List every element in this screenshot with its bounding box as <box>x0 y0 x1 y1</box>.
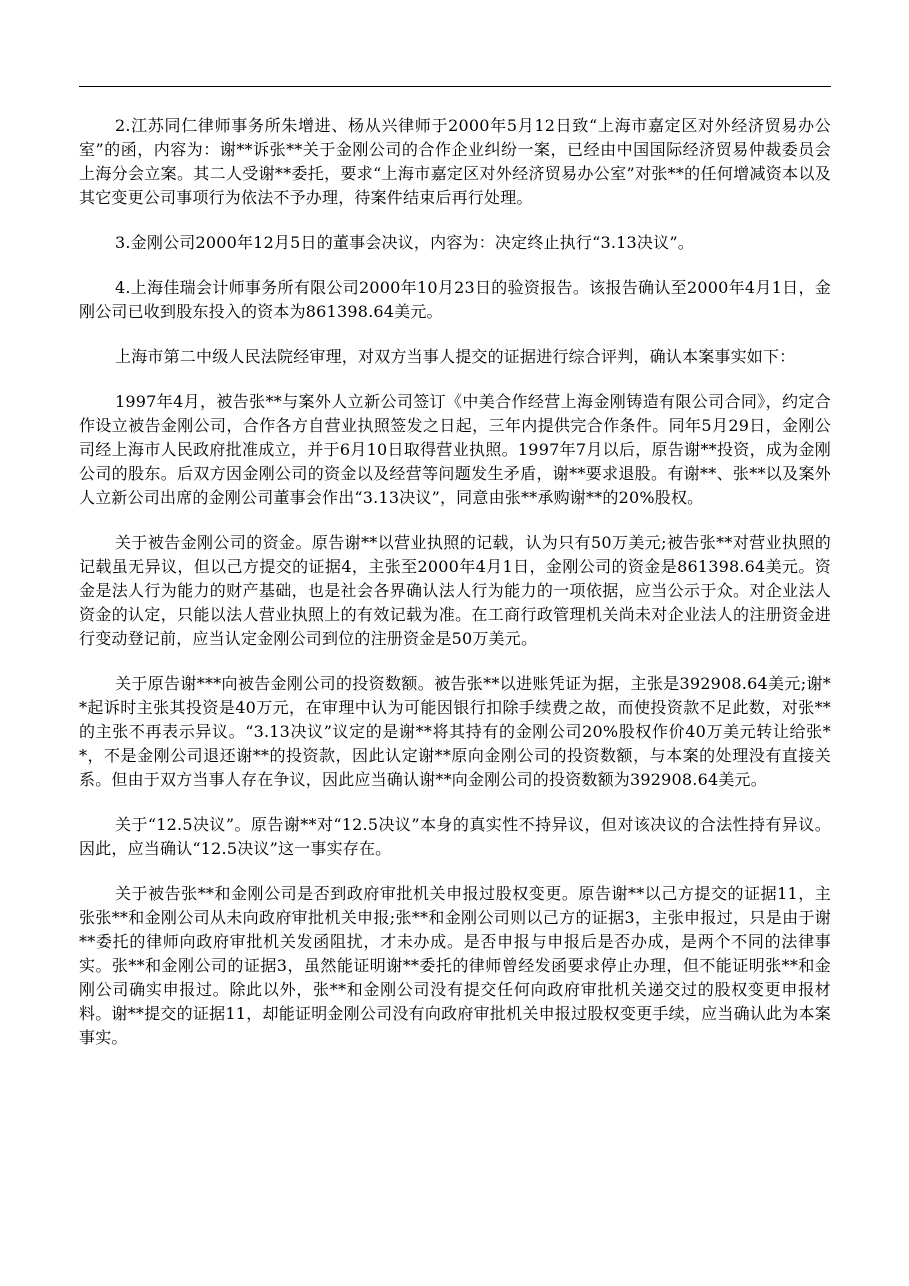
paragraph-company-capital: 关于被告金刚公司的资金。原告谢**以营业执照的记载，认为只有50万美元;被告张**对营业执照的记载虽无异议，但以己方提交的证据4，主张至2000年4月1日，金刚公司的资金是861398.64美元。资金是法人行为能力的财产基础，也是社会各界确认法人行为能力的一项依据，应当公示于众。对企业法人资金的认定，只能以法人营业执照上的有效记载为准。在工商行政管理机关尚未对企业法人的注册资金进行变动登记前，应当认定金刚公司到位的注册资金是50万美元。 <box>79 533 831 648</box>
paragraph-evidence-2: 2.江苏同仁律师事务所朱增进、杨从兴律师于2000年5月12日致“上海市嘉定区对外经济贸易办公室”的函，内容为：谢**诉张**关于金刚公司的合作企业纠纷一案，已经由中国国际经济贸易仲裁委员会上海分会立案。其二人受谢**委托，要求“上海市嘉定区对外经济贸易办公室”对张**的任何增减资本以及其它变更公司事项行为依法不予办理，待案件结束后再行处理。 <box>79 116 831 207</box>
paragraph-12-5-resolution: 关于“12.5决议”。原告谢**对“12.5决议”本身的真实性不持异议，但对该决议的合法性持有异议。因此，应当确认“12.5决议”这一事实存在。 <box>79 815 831 858</box>
paragraph-equity-change-filing: 关于被告张**和金刚公司是否到政府审批机关申报过股权变更。原告谢**以己方提交的证据11，主张张**和金刚公司从未向政府审批机关申报;张**和金刚公司则以己方的证据3，主张申报过，只是由于谢**委托的律师向政府审批机关发函阻扰，才未办成。是否申报与申报后是否办成，是两个不同的法律事实。张**和金刚公司的证据3，虽然能证明谢**委托的律师曾经发函要求停止办理，但不能证明张**和金刚公司确实申报过。除此以外，张**和金刚公司没有提交任何向政府审批机关递交过的股权变更申报材料。谢**提交的证据11，却能证明金刚公司没有向政府审批机关申报过股权变更手续，应当确认此为本案事实。 <box>79 884 831 1047</box>
header-rule <box>79 86 831 87</box>
paragraph-background-facts: 1997年4月，被告张**与案外人立新公司签订《中美合作经营上海金刚铸造有限公司合同》，约定合作设立被告金刚公司，合作各方自营业执照签发之日起，三年内提供完合作条件。同年5月29日，金刚公司经上海市人民政府批准成立，并于6月10日取得营业执照。1997年7月以后，原告谢**投资，成为金刚公司的股东。后双方因金刚公司的资金以及经营等问题发生矛盾，谢**要求退股。有谢**、张**以及案外人立新公司出席的金刚公司董事会作出“3.13决议”，同意由张**承购谢**的20%股权。 <box>79 392 831 507</box>
paragraph-evidence-4: 4.上海佳瑞会计师事务所有限公司2000年10月23日的验资报告。该报告确认至2000年4月1日，金刚公司已收到股东投入的资本为861398.64美元。 <box>79 278 831 321</box>
paragraph-court-findings-intro: 上海市第二中级人民法院经审理，对双方当事人提交的证据进行综合评判，确认本案事实如下： <box>115 347 796 366</box>
paragraph-evidence-3: 3.金刚公司2000年12月5日的董事会决议，内容为：决定终止执行“3.13决议”。 <box>115 233 694 252</box>
paragraph-investment-amount: 关于原告谢***向被告金刚公司的投资数额。被告张**以进账凭证为据，主张是392908.64美元;谢**起诉时主张其投资是40万元，在审理中认为可能因银行扣除手续费之故，而使投资款不足此数，对张**的主张不再表示异议。“3.13决议”议定的是谢**将其持有的金刚公司20%股权作价40万美元转让给张**，不是金刚公司退还谢**的投资款，因此认定谢**原向金刚公司的投资数额，与本案的处理没有直接关系。但由于双方当事人存在争议，因此应当确认谢**向金刚公司的投资数额为392908.64美元。 <box>79 674 831 789</box>
document-body <box>79 114 831 1071</box>
